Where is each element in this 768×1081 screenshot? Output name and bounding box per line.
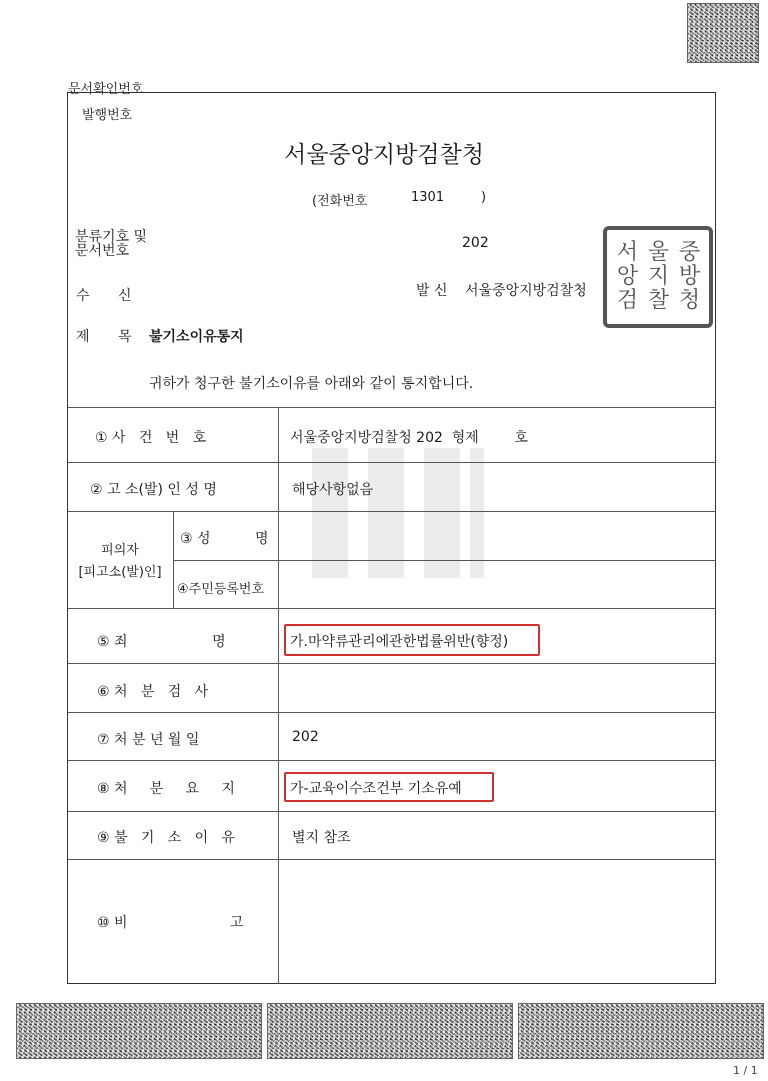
table-line — [67, 811, 716, 812]
row-label-suspect-name: ③ 성 명 — [180, 531, 269, 547]
disposition-summary-value: 가-교육이수조건부 기소유예 — [290, 781, 462, 797]
suspect-group-line2: [피고소(발)인] — [78, 565, 162, 580]
recipient-label-2: 신 — [118, 288, 132, 304]
case-number-value: 서울중앙지방검찰청 202 형제 호 — [290, 430, 528, 446]
watermark-mark — [312, 448, 348, 578]
watermark-mark — [368, 448, 404, 578]
suspect-group-label — [70, 540, 170, 584]
intro-text: 귀하가 청구한 불기소이유를 아래와 같이 통지합니다. — [149, 376, 474, 392]
recipient-label-1: 수 — [76, 288, 90, 304]
sender-value: 서울중앙지방검찰청 — [465, 283, 587, 299]
classification-label — [75, 230, 147, 258]
phone-close: ) — [481, 190, 487, 205]
top-barcode-image — [687, 3, 759, 63]
table-line — [67, 760, 716, 761]
row-label-complainant: ② 고 소(발) 인 성 명 — [90, 482, 217, 498]
classification-value: 202 — [462, 235, 489, 251]
subject-label-2: 목 — [118, 329, 132, 345]
table-column-divider — [173, 511, 174, 608]
issue-number-label: 발행번호 — [82, 108, 133, 123]
row-label-case-number: ① 사 건 번 호 — [95, 430, 207, 446]
subject-value: 불기소이유통지 — [149, 329, 244, 345]
reason-value: 별지 참조 — [292, 830, 351, 846]
row-label-reason: ⑨ 불 기 소 이 유 — [97, 830, 236, 846]
table-top-line — [67, 407, 716, 408]
phone-open: (전화번호 — [312, 194, 368, 209]
table-line — [67, 712, 716, 713]
row-label-disposition-summary: ⑧ 처 분 요 지 — [97, 781, 235, 797]
row-label-remarks: ⑩ 비 고 — [97, 915, 244, 931]
classification-label-line2: 문서번호 — [75, 243, 130, 259]
row-label-offense: ⑤ 죄 명 — [97, 634, 226, 650]
table-line — [67, 511, 716, 512]
doc-confirm-label: 문서확인번호 — [68, 82, 144, 97]
watermark-mark — [424, 448, 460, 578]
complainant-value: 해당사항없음 — [292, 482, 374, 498]
bottom-barcode-image — [16, 1003, 262, 1059]
table-line — [67, 859, 716, 860]
table-line — [67, 663, 716, 664]
sender-label: 발 신 — [416, 283, 448, 299]
phone-value: 1301 — [411, 190, 445, 205]
bottom-barcode-image — [267, 1003, 513, 1059]
bottom-barcode-image — [518, 1003, 764, 1059]
subject-label-1: 제 — [76, 329, 90, 345]
suspect-group-line1: 피의자 — [101, 543, 139, 558]
official-seal-stamp: 서 울 중 앙 지 방 검 찰 청 — [603, 226, 713, 328]
disposition-date-value: 202 — [292, 729, 319, 745]
classification-label-line1: 분류기호 및 — [75, 229, 148, 245]
watermark-mark — [470, 448, 484, 578]
row-label-disposition-date: ⑦ 처 분 년 월 일 — [97, 732, 200, 748]
table-line — [173, 560, 716, 561]
table-line — [67, 462, 716, 463]
agency-title: 서울중앙지방검찰청 — [284, 142, 484, 168]
page-indicator: 1 / 1 — [733, 1064, 758, 1077]
row-label-resident-number: ④주민등록번호 — [177, 582, 265, 597]
row-label-prosecutor: ⑥ 처 분 검 사 — [97, 684, 209, 700]
table-line — [67, 608, 716, 609]
offense-value: 가.마약류관리에관한법률위반(향정) — [290, 634, 509, 650]
table-column-divider — [278, 407, 279, 984]
